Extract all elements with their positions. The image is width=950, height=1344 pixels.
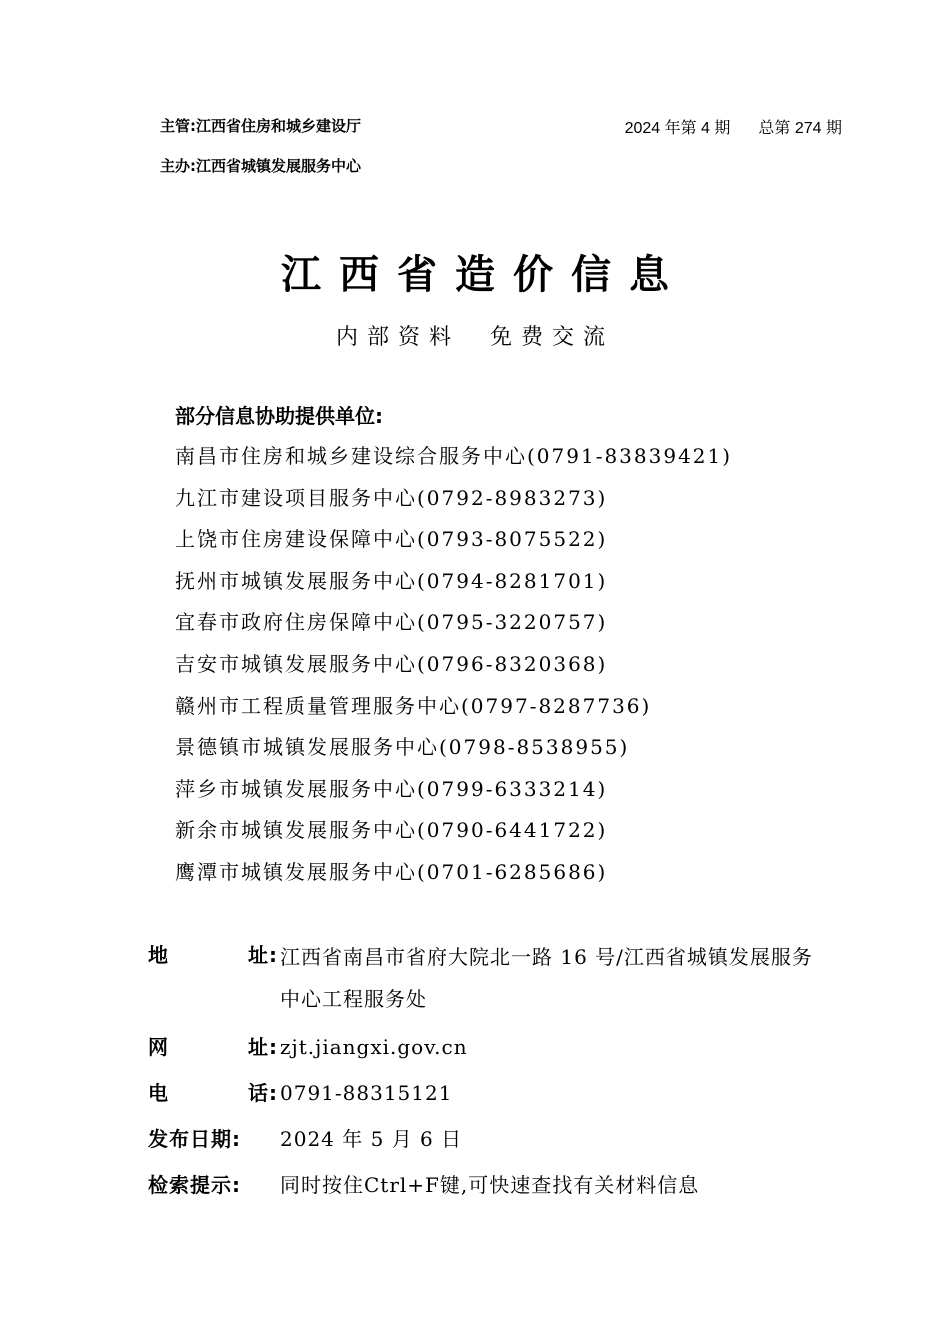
issue-info bbox=[625, 115, 842, 138]
publication-subtitle bbox=[0, 320, 950, 351]
publish-date-value: 2024 年 5 月 6 日 bbox=[280, 1127, 463, 1151]
publication-title: 江西省造价信息 bbox=[281, 251, 687, 298]
provider-heading: 部分信息协助提供单位: bbox=[175, 404, 383, 428]
provider-item: 鹰潭市城镇发展服务中心(0701-6285686) bbox=[175, 859, 608, 884]
search-tip-label: 检索提示: bbox=[148, 1173, 241, 1197]
provider-item: 九江市建设项目服务中心(0792-8983273) bbox=[175, 485, 608, 510]
provider-item: 吉安市城镇发展服务中心(0796-8320368) bbox=[175, 651, 608, 676]
subtitle-internal: 内部资料 bbox=[335, 325, 460, 350]
address-value: 江西省南昌市省府大院北一路 16 号/江西省城镇发展服务中心工程服务处 bbox=[280, 945, 813, 1011]
contact-info bbox=[148, 936, 820, 1212]
phone-row bbox=[148, 1074, 820, 1112]
subtitle-free: 免费交流 bbox=[490, 325, 615, 350]
provider-list bbox=[175, 438, 732, 896]
address-label: 地 址: bbox=[148, 943, 278, 967]
provider-item: 景德镇市城镇发展服务中心(0798-8538955) bbox=[175, 735, 630, 760]
website-row bbox=[148, 1028, 820, 1066]
supervisor-line: 主管:江西省住房和城乡建设厅 bbox=[160, 117, 361, 135]
website-link[interactable]: zjt.jiangxi.gov.cn bbox=[280, 1035, 468, 1059]
provider-item: 上饶市住房建设保障中心(0793-8075522) bbox=[175, 527, 608, 552]
provider-item: 宜春市政府住房保障中心(0795-3220757) bbox=[175, 610, 608, 635]
website-label: 网 址: bbox=[148, 1035, 278, 1059]
search-tip-row bbox=[148, 1166, 820, 1204]
phone-label: 电 话: bbox=[148, 1081, 278, 1105]
publish-date-row bbox=[148, 1120, 820, 1158]
phone-value: 0791-88315121 bbox=[280, 1081, 453, 1105]
provider-item: 南昌市住房和城乡建设综合服务中心(0791-83839421) bbox=[175, 444, 733, 468]
issue-number: 2024 年第 4 期 bbox=[624, 120, 731, 137]
address-row bbox=[148, 936, 820, 1020]
sponsor-line: 主办:江西省城镇发展服务中心 bbox=[160, 157, 361, 175]
publish-date-label: 发布日期: bbox=[148, 1127, 241, 1151]
provider-item: 新余市城镇发展服务中心(0790-6441722) bbox=[175, 818, 608, 843]
provider-item: 萍乡市城镇发展服务中心(0799-6333214) bbox=[175, 776, 608, 801]
search-tip-value: 同时按住Ctrl+F键,可快速查找有关材料信息 bbox=[280, 1173, 700, 1197]
total-issue-number: 总第 274 期 bbox=[758, 120, 842, 137]
provider-item: 赣州市工程质量管理服务中心(0797-8287736) bbox=[175, 693, 652, 718]
provider-item: 抚州市城镇发展服务中心(0794-8281701) bbox=[175, 568, 608, 593]
